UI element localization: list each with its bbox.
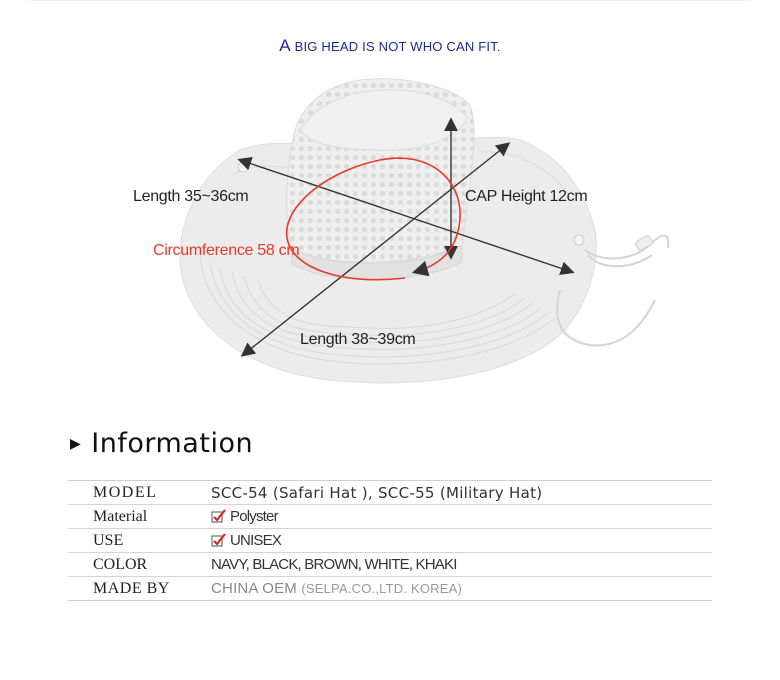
page-title bbox=[0, 36, 780, 56]
row-key: MADE BY bbox=[68, 577, 209, 601]
table-row bbox=[68, 577, 712, 601]
hat-crown bbox=[287, 79, 474, 280]
table-row bbox=[68, 481, 712, 505]
checkbox-checked-icon bbox=[211, 533, 227, 547]
checkbox-checked-icon bbox=[211, 509, 227, 523]
row-key: Material bbox=[68, 505, 209, 529]
title-text: BIG HEAD IS NOT WHO CAN FIT. bbox=[290, 39, 501, 54]
table-row bbox=[68, 505, 712, 529]
title-initial: A bbox=[279, 36, 291, 55]
row-key: COLOR bbox=[68, 553, 209, 577]
row-value: Polyster bbox=[209, 505, 712, 529]
table-row bbox=[68, 529, 712, 553]
length-bottom-label: Length 38~39cm bbox=[300, 331, 416, 348]
length-top-label: Length 35~36cm bbox=[133, 188, 249, 205]
information-table bbox=[68, 480, 712, 601]
circumference-label: Circumference 58 cm bbox=[153, 242, 300, 259]
information-heading-text: Information bbox=[91, 428, 254, 459]
row-value: NAVY, BLACK, BROWN, WHITE, KHAKI bbox=[209, 553, 712, 577]
row-key: USE bbox=[68, 529, 209, 553]
grommet bbox=[238, 162, 248, 172]
row-value: SCC-54 (Safari Hat ), SCC-55 (Military Hat) bbox=[209, 481, 712, 505]
triangle-bullet-icon: ▶ bbox=[70, 436, 82, 452]
cap-height-label: CAP Height 12cm bbox=[465, 188, 588, 205]
grommet bbox=[574, 235, 584, 245]
information-heading bbox=[70, 428, 253, 459]
row-value: UNISEX bbox=[209, 529, 712, 553]
row-value: CHINA OEM (SELPA.CO.,LTD. KOREA) bbox=[209, 577, 712, 601]
table-row bbox=[68, 553, 712, 577]
top-divider bbox=[30, 0, 750, 1]
row-key: MODEL bbox=[68, 481, 209, 505]
